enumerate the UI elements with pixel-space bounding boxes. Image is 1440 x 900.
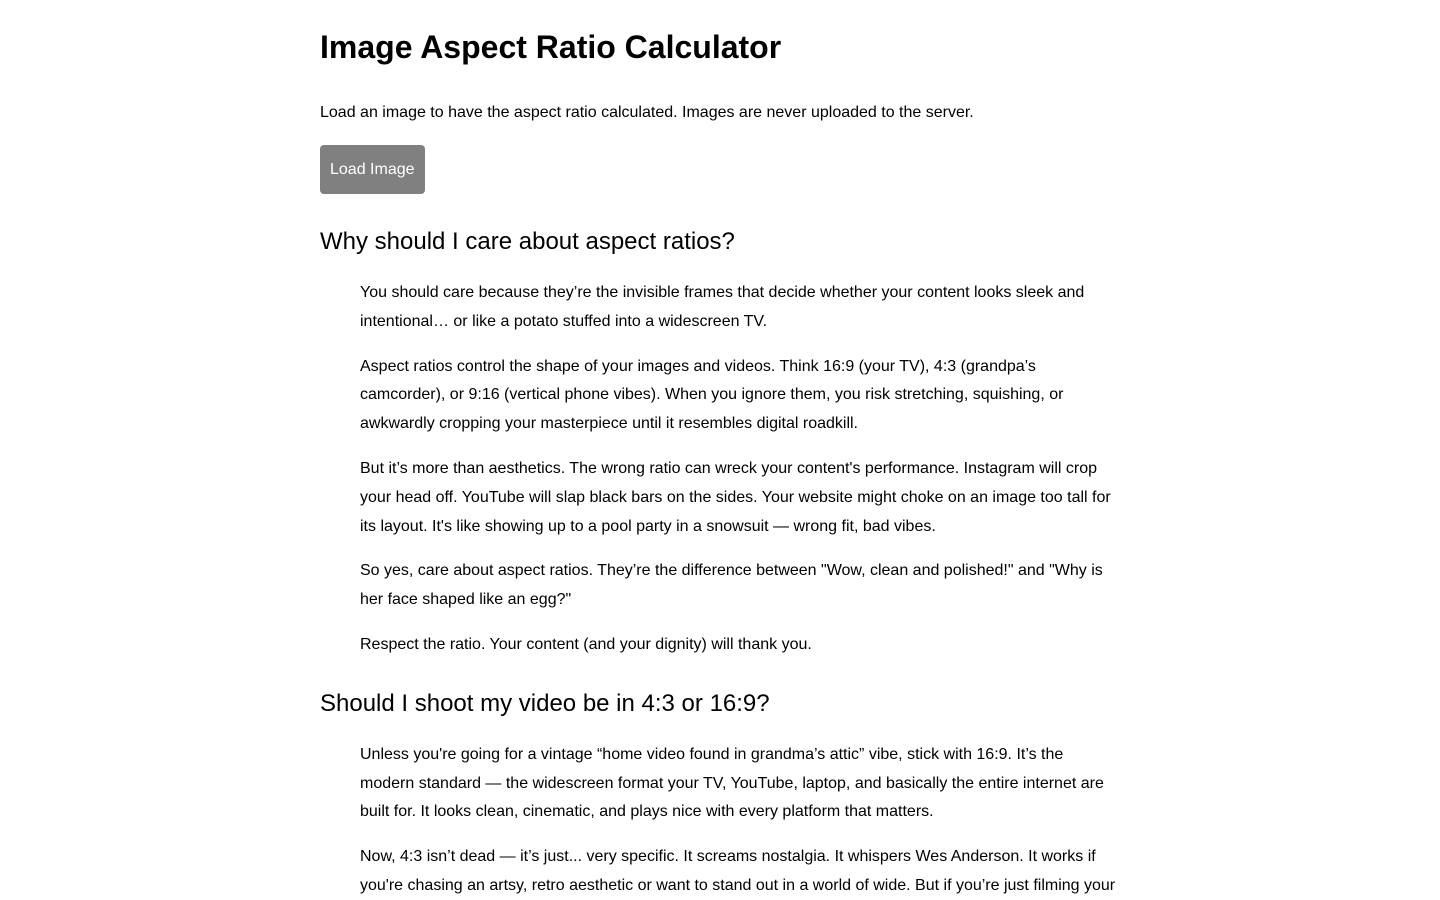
answer-paragraph: So yes, care about aspect ratios. They’re the difference between "Wow, clean and polished!" and "Why is her face shaped like an egg?" <box>360 562 1103 609</box>
faq-answer-video-format <box>360 741 1120 900</box>
intro-text: Load an image to have the aspect ratio calculated. Images are never uploaded to the server. <box>320 104 974 121</box>
answer-paragraph: Aspect ratios control the shape of your images and videos. Think 16:9 (your TV), 4:3 (grandpa’s camcorder), or 9:16 (vertical phone vibes). When you ignore them, you risk stretching, squishing, or awkwardly cropping your masterpiece until it resembles digital roadkill. <box>360 357 1064 433</box>
faq-answer-aspect-ratios <box>360 279 1120 660</box>
page-title: Image Aspect Ratio Calculator <box>320 29 782 65</box>
load-image-button[interactable]: Load Image <box>320 145 425 194</box>
page-content <box>320 0 1120 900</box>
faq-question-aspect-ratios: Why should I care about aspect ratios? <box>320 228 735 255</box>
faq-question-video-format: Should I shoot my video be in 4:3 or 16:9? <box>320 689 770 717</box>
answer-paragraph: You should care because they’re the invisible frames that decide whether your content looks sleek and intentional… or like a potato stuffed into a widescreen TV. <box>360 284 1085 330</box>
answer-paragraph: Unless you're going for a vintage “home video found in grandma’s attic” vibe, stick with 16:9. It’s the modern standard — the widescreen format your TV, YouTube, laptop, and basically the entire internet are built for. It looks clean, cinematic, and plays nice with every platform that matters. <box>360 745 1104 821</box>
answer-paragraph: But it’s more than aesthetics. The wrong ratio can wreck your content's performance. Instagram will crop your head off. YouTube will slap black bars on the sides. Your website might choke on an image too tall for its layout. It's like showing up to a pool party in a snowsuit — wrong fit, bad vibes. <box>360 459 1111 535</box>
answer-paragraph: Respect the ratio. Your content (and your dignity) will thank you. <box>360 635 812 653</box>
answer-paragraph: Now, 4:3 isn’t dead — it’s just... very specific. It screams nostalgia. It whispers Wes Anderson. It works if you're chasing an artsy, retro aesthetic or want to stand out in a world of wide. But if you’re just filming your <box>360 848 1116 894</box>
